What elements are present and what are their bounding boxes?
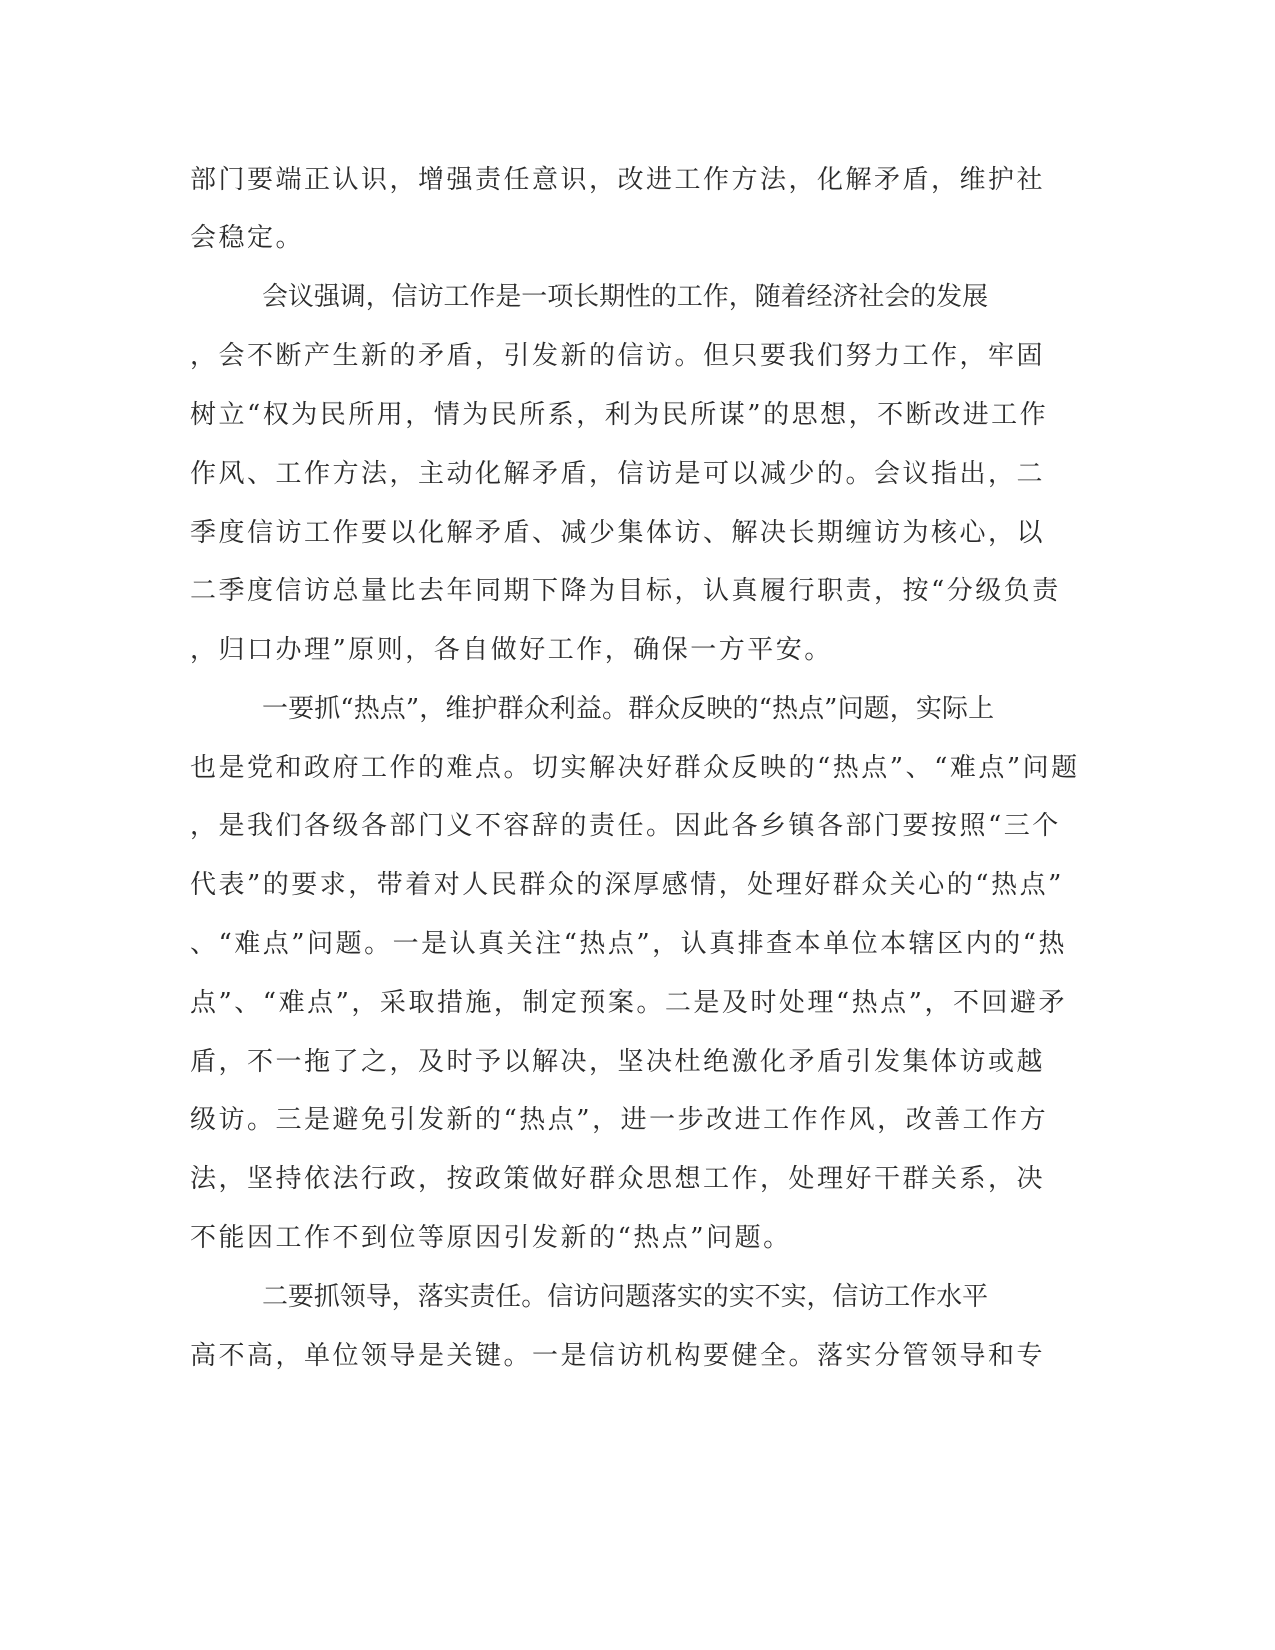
text-line: 级访。三是避免引发新的“热点”，进一步改进工作作风，改善工作方 xyxy=(190,1105,1049,1135)
text-line: 季度信访工作要以化解矛盾、减少集体访、解决长期缠访为核心，以 xyxy=(190,518,1046,548)
text-line: 会稳定。 xyxy=(190,223,305,253)
paragraph-start-line: 一要抓“热点”，维护群众利益。群众反映的“热点”问题，实际上 xyxy=(262,694,995,724)
text-line: 、“难点”问题。一是认真关注“热点”，认真排查本单位本辖区内的“热 xyxy=(190,929,1067,959)
text-line: 盾，不一拖了之，及时予以解决，坚决杜绝激化矛盾引发集体访或越 xyxy=(190,1047,1046,1077)
text-line: 二季度信访总量比去年同期下降为目标，认真履行职责，按“分级负责 xyxy=(190,576,1061,606)
text-line: ，是我们各级各部门义不容辞的责任。因此各乡镇各部门要按照“三个 xyxy=(190,811,1061,841)
text-line: 部门要端正认识，增强责任意识，改进工作方法，化解矛盾，维护社 xyxy=(190,165,1046,195)
text-line: ，归口办理”原则，各自做好工作，确保一方平安。 xyxy=(190,635,833,665)
paragraph-start-line: 二要抓领导，落实责任。信访问题落实的实不实，信访工作水平 xyxy=(262,1282,989,1312)
text-line: ，会不断产生新的矛盾，引发新的信访。但只要我们努力工作，牢固 xyxy=(190,341,1046,371)
paragraph-start-line: 会议强调，信访工作是一项长期性的工作，随着经济社会的发展 xyxy=(262,282,989,312)
text-line: 不能因工作不到位等原因引发新的“热点”问题。 xyxy=(190,1223,792,1253)
text-line: 作风、工作方法，主动化解矛盾，信访是可以减少的。会议指出，二 xyxy=(190,459,1046,489)
text-line: 代表”的要求，带着对人民群众的深厚感情，处理好群众关心的“热点” xyxy=(190,870,1064,900)
text-line: 法，坚持依法行政，按政策做好群众思想工作，处理好干群关系，决 xyxy=(190,1164,1046,1194)
text-line: 树立“权为民所用，情为民所系，利为民所谋”的思想，不断改进工作 xyxy=(190,400,1049,430)
text-line: 点”、“难点”，采取措施，制定预案。二是及时处理“热点”，不回避矛 xyxy=(190,988,1067,1018)
text-line: 也是党和政府工作的难点。切实解决好群众反映的“热点”、“难点”问题 xyxy=(190,753,1080,783)
text-line: 高不高，单位领导是关键。一是信访机构要健全。落实分管领导和专 xyxy=(190,1341,1046,1371)
